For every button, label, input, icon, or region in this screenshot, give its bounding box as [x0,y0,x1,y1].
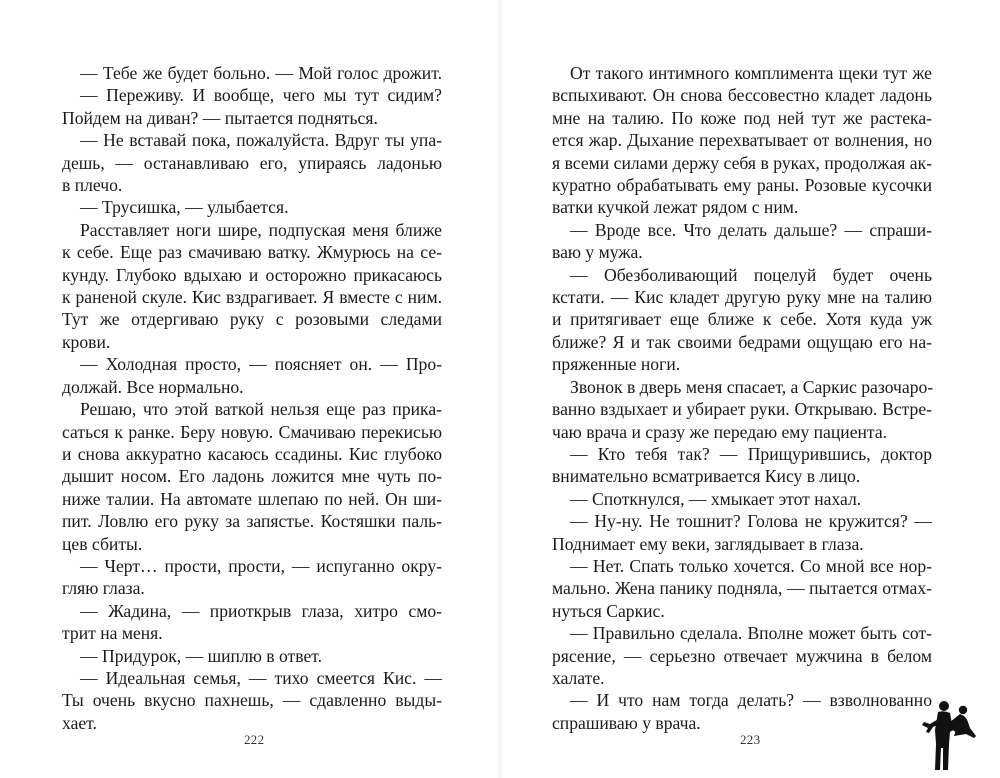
text-line: — Правильно сделала. Вполне может быть сот- [570,623,932,644]
text-line: Тут же отдергиваю руку с розовыми следами [62,309,442,330]
text-line: — Трусишка, — улыбается. [80,197,289,218]
text-line: — Придурок, — шиплю в ответ. [80,645,323,666]
text-line: — Холодная просто, — поясняет он. — Про- [80,354,442,375]
left-page-text [62,62,442,734]
text-line: — И что нам тогда делать? — взволнованно [570,690,932,711]
text-line: — Черт… прости, прости, — испуганно окру- [80,555,442,576]
text-line: Поднимает ему веки, заглядывает в глаза. [552,533,864,554]
text-line: и снова аккуратно касаюсь ссадины. Кис глубоко [62,443,442,464]
text-line: Решаю, что этой ваткой нельзя еще раз прика- [80,399,442,420]
text-line: вспыхивают. Он снова бессовестно кладет ладонь [552,85,932,106]
text-line: ванно вздыхает и убирает руки. Открываю. Встре- [552,399,932,420]
text-line: От такого интимного комплимента щеки тут же [570,63,932,83]
text-line: — Тебе же будет больно. — Мой голос дрожит. [80,63,442,83]
text-line: Пойдем на диван? — пытается подняться. [62,107,378,128]
text-line: чаю врача и сразу же передаю ему пациента. [552,421,888,442]
text-line: ваю у мужа. [552,242,643,263]
text-line: крови. [62,331,111,352]
text-line: — Идеальная семья, — тихо смеется Кис. — [80,667,442,688]
text-line: — Ну-ну. Не тошнит? Голова не кружится? — [570,511,932,532]
text-line: цев сбиты. [62,533,143,554]
text-line: ется жар. Дыхание перехватывает от волнения, но [552,130,932,151]
text-line: ближе? Я и так своими бедрами ощущаю его на- [552,331,932,352]
text-line: саться к ранке. Беру новую. Смачиваю перекисью [62,421,442,442]
right-page-text [552,62,932,734]
text-line: Звонок в дверь меня спасает, а Саркис разочаро- [570,376,934,397]
text-line: должай. Все нормально. [62,376,244,397]
text-line: — Не вставай пока, пожалуйста. Вдруг ты упа- [80,130,442,151]
text-line: дешь, — останавливаю его, упираясь ладонью [62,152,442,173]
text-line: гляю глаза. [62,578,145,599]
text-line: хает. [62,712,97,733]
text-line: — Обезболивающий поцелуй будет очень [570,264,932,285]
text-line: я всеми силами держу себя в руках, продолжая ак- [552,152,932,173]
text-line: к раненой скуле. Кис вздрагивает. Я вместе с ним. [62,287,442,308]
text-line: трит на меня. [62,623,163,644]
text-line: — Споткнулся, — хмыкает этот нахал. [570,488,862,509]
text-line: Расставляет ноги шире, подпуская меня ближе [80,219,442,240]
right-page-number: 223 [740,732,761,747]
text-line: дышит носом. Его ладонь ложится мне чуть по- [62,466,442,487]
text-line: внимательно всматривается Кису в лицо. [552,466,861,487]
text-line: Ты очень вкусно пахнешь, — сдавленно выды- [62,690,442,711]
text-line: пит. Ловлю его руку за запястье. Костяшки паль- [62,511,442,532]
text-line: — Вроде все. Что делать дальше? — спраши- [570,219,932,240]
text-line: — Нет. Спать только хочется. Со мной все нор- [570,555,932,576]
text-line: кстати. — Кис кладет другую руку мне на талию [552,287,932,308]
text-line: мально. Жена панику подняла, — пытается отмах- [552,578,932,599]
text-line: кунду. Глубоко вдыхаю и осторожно прикасаюсь [62,264,442,285]
text-line: нуться Саркис. [552,600,665,621]
text-line: — Переживу. И вообще, чего мы тут сидим? [80,85,442,106]
text-line: спрашиваю у врача. [552,712,701,733]
text-line: — Жадина, — приоткрыв глаза, хитро смо- [80,600,442,621]
right-page [500,0,1000,778]
text-line: мне на талию. По коже под ней тут же растека- [552,107,932,128]
text-line: куратно обрабатывать ему раны. Розовые кусочки [552,175,932,196]
text-line: ниже талии. На автомате шлепаю по ней. Он ши- [62,488,442,509]
text-line: рясение, — серьезно отвечает мужчина в белом [552,645,932,666]
left-page-number: 222 [244,732,265,747]
text-line: пряженные ноги. [552,354,681,375]
text-line: и притягивает еще ближе к себе. Хотя куда уж [552,309,932,330]
couple-silhouette-icon [920,692,980,772]
text-line: к себе. Еще раз смачиваю ватку. Жмурюсь на се- [62,242,442,263]
text-line: ватки кучкой лежат рядом с ним. [552,197,799,218]
text-line: — Кто тебя так? — Прищурившись, доктор [570,443,932,464]
text-line: халате. [552,667,605,688]
text-line: в плечо. [62,175,123,196]
